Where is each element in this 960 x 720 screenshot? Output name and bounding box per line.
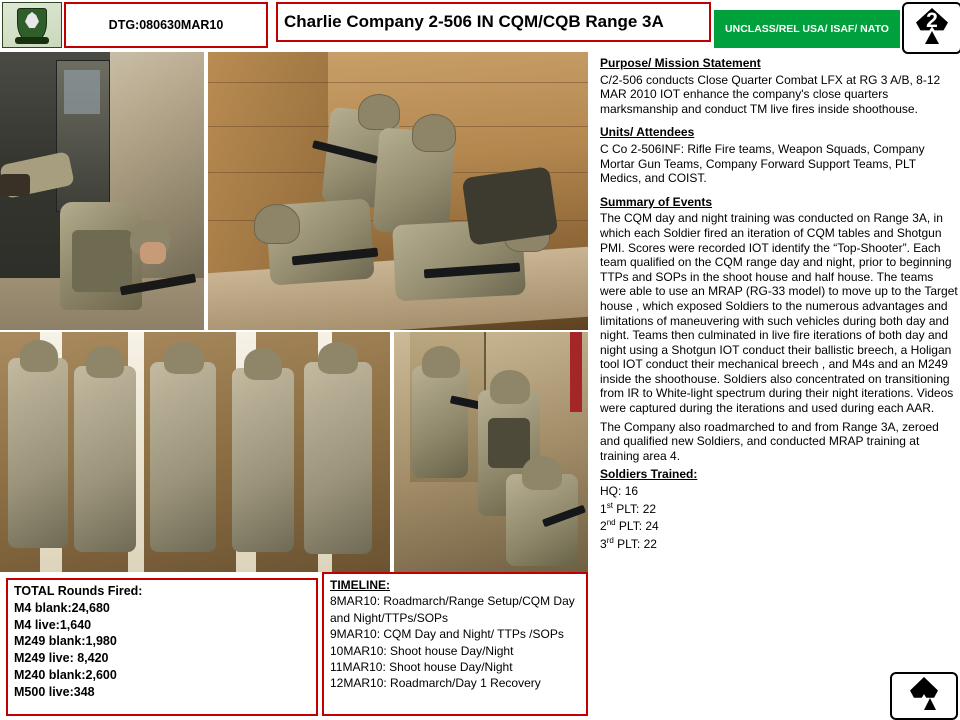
list-item: M240 blank:2,600 — [14, 667, 117, 682]
timeline-title: TIMELINE: — [330, 578, 390, 592]
list-item: 8MAR10: Roadmarch/Range Setup/CQM Day and Night/TTPs/SOPs — [330, 594, 575, 625]
units-text: C Co 2-506INF: Rifle Fire teams, Weapon Squads, Company Mortar Gun Teams, Company Forward Support Teams, PLT Medics, and COIST. — [600, 141, 925, 186]
timeline-box — [322, 572, 588, 716]
badge-number: 2 — [926, 9, 938, 32]
list-item: 12MAR10: Roadmarch/Day 1 Recovery — [330, 676, 541, 691]
list-item: 11MAR10: Shoot house Day/Night — [330, 660, 513, 675]
list-item: 1st PLT: 22 — [600, 500, 657, 516]
list-item: HQ: 16 — [600, 484, 639, 499]
page-title: Charlie Company 2-506 IN CQM/CQB Range 3A — [276, 2, 711, 42]
photo-team-room-entry — [394, 332, 588, 572]
list-item: M249 blank:1,980 — [14, 634, 117, 649]
list-item: 10MAR10: Shoot house Day/Night — [330, 643, 514, 658]
footer-spade-badge — [890, 672, 958, 720]
list-item: 2nd PLT: 24 — [600, 518, 659, 534]
list-item: 9MAR10: CQM Day and Night/ TTPs /SOPs — [330, 627, 564, 642]
classification-banner: UNCLASS/REL USA/ ISAF/ NATO — [714, 10, 900, 48]
rounds-title: TOTAL Rounds Fired: — [14, 584, 143, 598]
summary-text: The CQM day and night training was conducted on Range 3A, in which each Soldier fired an iteration of CQM tables and Shotgun PMI. Scores were recorded IOT identify the “Top-Shooter”. Each team qualified on the CQM range day and night, prior to beginning TTPs and SOPs in the shoot house and half house. The teams were able to use an MRAP (RG-33 model) to move up to the Target house , which exposed Soldiers to the numerous advantages and limitations of maneuvering with such vehicles during both day and night. Teams then culminated in live fire iterations of both day and night using a Shotgun IOT conduct their ballistic breech, a Holigan tool IOT conduct their mechanical breech , and M4s and an M249 inside the shoothouse. Soldiers also concentrated on transitioning from IR to White-light spectrum during their night iterations. Videos were captured during the iterations and used during each AAR. — [600, 211, 958, 416]
spade-badge — [902, 2, 960, 54]
list-item: M4 blank:24,680 — [14, 600, 110, 615]
summary-column — [600, 56, 958, 706]
purpose-text: C/2-506 conducts Close Quarter Combat LFX at RG 3 A/B, 8-12 MAR 2010 IOT enhance the company's close quarters marksmanship and conduct TM live fires inside shoothouse. — [600, 72, 941, 116]
purpose-heading: Purpose/ Mission Statement — [600, 56, 761, 70]
dtg-label: DTG:080630MAR10 — [64, 2, 268, 48]
soldiers-trained-list — [600, 484, 958, 551]
list-item: M500 live:348 — [14, 684, 95, 699]
list-item: M4 live:1,640 — [14, 617, 92, 632]
total-rounds-box — [6, 578, 318, 716]
units-heading: Units/ Attendees — [600, 125, 695, 140]
soldiers-trained-heading: Soldiers Trained: — [600, 467, 698, 482]
photo-hallway-shooters — [0, 332, 390, 572]
photo-soldier-exiting-vehicle — [0, 52, 204, 330]
photo-stack-in-shoothouse — [208, 52, 588, 330]
summary-heading: Summary of Events — [600, 194, 713, 209]
unit-patch-icon — [2, 2, 62, 48]
summary-text-2: The Company also roadmarched to and from Range 3A, zeroed and qualified new Soldiers, and conducted MRAP training at training area 4. — [600, 419, 939, 463]
list-item: 3rd PLT: 22 — [600, 535, 657, 551]
list-item: M249 live: 8,420 — [14, 651, 109, 666]
